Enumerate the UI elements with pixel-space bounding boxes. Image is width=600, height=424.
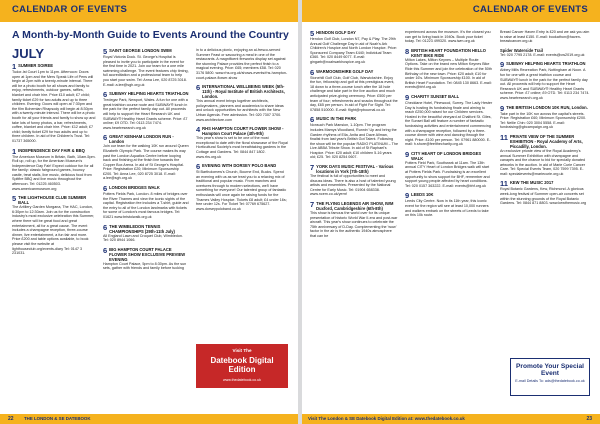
event-heading bbox=[103, 134, 189, 144]
event-description: Milton Lakes, Milton Keynes – Multiple Route Options. Take on the brand new Milton Keynes Bike Ride this Summer and join the celebration of the 50th Birthday of the new town. Price: £20 adult; £10 for under 16's. Minimum Sponsorship £100. In aid of British Heart Foundation. Tel: 0845 130 8663. E-mail: events@bhf.org.uk bbox=[405, 57, 492, 90]
event-entry bbox=[103, 185, 189, 220]
event-title: CITY HEART OF LONDON BRIDGES WALK bbox=[411, 150, 482, 161]
event-entry bbox=[405, 192, 493, 217]
event-heading bbox=[103, 91, 189, 98]
event-entry bbox=[500, 134, 590, 177]
event-entry bbox=[310, 30, 398, 65]
event-entry bbox=[12, 148, 96, 192]
event-date-number: 9 bbox=[405, 191, 410, 201]
event-heading bbox=[12, 195, 96, 205]
event-title: SUMMER SOIREE bbox=[18, 63, 53, 68]
event-entry bbox=[196, 84, 288, 122]
event-title: HENDON GOLF DAY bbox=[316, 30, 356, 35]
events-column-2 bbox=[103, 48, 189, 275]
event-description: Breast Cancer Haven Entry is £20 and we ask you aim to raise at least £150. E-mail: bookathon@haven-breastcancer.org.uk bbox=[500, 30, 590, 44]
digital-edition-promo[interactable] bbox=[196, 344, 288, 388]
event-date-number: 11 bbox=[500, 179, 508, 189]
event-heading bbox=[500, 61, 590, 68]
event-date-number: 5 bbox=[12, 194, 17, 204]
event-description: Tredegar Park, Newport, Wales. A fun for one with a great triathlon course route and SUBWAY® lunch in the park for the perfect family day out. All proceeds will help to support the Heart Research UK and SUBWAY® Healthy Heart Grants scheme. Price: £7 online; £9 OTD. Tel: 0113 234 7474. www.heartresearch.org.uk bbox=[103, 98, 188, 130]
event-heading bbox=[500, 134, 590, 149]
promo-line-2: Datebook Digital Edition bbox=[210, 356, 274, 374]
event-date-number: 6 bbox=[103, 222, 108, 232]
event-title: SAINT GEORGE LONDON SWIM bbox=[109, 48, 172, 53]
promote-title: Promote Your Special Event bbox=[516, 363, 584, 378]
event-title: INTERNATIONAL WELLBEING WEEK (5th-11th) - Royal Institute of British Architects, London. bbox=[202, 84, 285, 100]
event-entry bbox=[310, 164, 398, 197]
events-column-1 bbox=[12, 63, 96, 260]
event-date-number: 9 bbox=[500, 60, 505, 70]
event-description: Hendon Golf Club, London N7, Pay & Play. The 29th Annual Golf Challenge Day in aid of Noah's Ark Children's Hospice and North London Hospice. Price: Sponsored Company Team £440; Individual Team £360. Tel: 020 8449 6077. E-mail: gingarb@noahsarkhospice.org.uk bbox=[310, 37, 397, 64]
event-description: Abbey Mills Recreation Park, Nottingham at Noon. A fun for one with a great triathlon course and SUBWAY® lunch in the park for the perfect family day out. All proceeds will help to support the Heart Research UK and SUBWAY® Healthy Heart Grants scheme. Price: £7 online; £9 OTD. Tel: 0113 234 7474. www.heartresearch.org.uk bbox=[500, 68, 590, 100]
event-date-number: 6 bbox=[103, 245, 108, 255]
event-description: experienced across the museum. It's the closest you can get to living back in 1940s. Book your ticket today. Tel: 01223 499320. www.iwm.org.uk bbox=[405, 30, 491, 44]
event-heading bbox=[405, 151, 493, 161]
event-title: YORK DAYS MUSIC FESTIVAL - Various locations in York (7th-18th) bbox=[316, 164, 394, 175]
footer-site: Visit The London & SE Datebook Digital Edition at: www.thedatebook.co.uk bbox=[308, 416, 465, 421]
event-date-number: 1 bbox=[12, 146, 17, 156]
event-date-number: 8 bbox=[405, 46, 410, 56]
event-title: BIG HAMPTON COURT PALACE FLOWER SHOW EXCLUSIVE PREVIEW EVENING bbox=[109, 246, 186, 262]
event-entry bbox=[103, 224, 189, 243]
event-title: RHS HAMPTON COURT FLOWER SHOW - Hampton Court Palace (4th-9th) bbox=[202, 126, 284, 137]
event-entry bbox=[103, 48, 189, 87]
event-title: EVENING WITH DORSEY POLO BAND bbox=[202, 163, 277, 169]
event-description: The American Museum in Britain, Bath, 10am-5pm. Roll up, roll up, for the American Museum's Independence Day Fair! Expect outdoor fun for all the family: classic fairground games, bouncy castle, treat stalls, live music, delicious food from Spitfire BBQ and live music throughout the afternoon. Tel: 01225 460503. www.americanmuseum.org bbox=[12, 154, 96, 191]
event-description: This year's show is set to be one of the most exceptional to date with the floral showcase of the Royal Horticultural Society's most breathtaking gardens in the Cottage and Gardens. Tel: 0844 847 1802. www.rhs.org.uk bbox=[196, 136, 288, 159]
event-entry bbox=[310, 201, 398, 239]
event-entry bbox=[196, 126, 288, 159]
calendar-label: CALENDAR OF EVENTS bbox=[12, 4, 128, 15]
event-heading bbox=[196, 163, 288, 170]
event-description: Checklane Hotel, Pinewood, Surrey. The Lady Hester Day is hosting its fundraising finale and aiming to reach £250,000 raised for our Children services. Hosted in the beautiful vineyard at Chalfont St. Giles, the Sunset Ball will feature a number of fantastic fundraising activities and entertainment commencing with a champagne reception, followed by a three-course dinner with wine and dancing through the night. Price: £100 per person. Tel: 07961 880000. E-mail: h.shore@feelthecharity.org.uk bbox=[405, 100, 493, 147]
event-description: Hampton Court Palace, 5pm to 8:30pm. As the sun sets, gather with friends and family before tucking bbox=[103, 261, 187, 271]
event-entry bbox=[196, 48, 288, 80]
event-date-number: 9 bbox=[500, 103, 505, 113]
event-title: SUBWAY HELPING HEARTS TRIATHLON bbox=[506, 61, 586, 67]
event-entry bbox=[310, 69, 398, 113]
event-heading bbox=[103, 48, 189, 55]
events-column-4 bbox=[310, 30, 398, 243]
event-title: LONDON BRIDGES WALK bbox=[109, 185, 160, 191]
event-heading bbox=[310, 116, 398, 123]
left-page bbox=[0, 0, 298, 424]
event-title: MUSIC IN THE PARK bbox=[316, 116, 357, 122]
event-description: in to a delicious picnic, enjoying an al-fresco-served Summer Feast or savouring a meal in one of the restaurants. A magnificent fireworks display set against the stunning Palace provides the perfect finish to a magical evening. Price: £65; members £58. Tel: 020 3176 5800. www.rhs.org.uk/shows-events/rhs-hampton-court-palace-flower-show bbox=[196, 48, 288, 80]
events-column-5 bbox=[405, 30, 493, 222]
event-description: All England Lawn and Croquet Club, Wimbledon. Tel: 020 8944 1066. bbox=[103, 233, 183, 243]
promote-email: E-mail Details To: ads@thedatebook.co.uk bbox=[515, 379, 585, 384]
event-description: Royal Victoria Dock. St. George's Hospital is pleased to invite you to participate in the event for the first time in 2021. Join our team for a one mile swimming challenge. The event features chip timing, full accreditation and a professional team to help you start your swim. Tel: Anna Lee, 020 8725 3018. E-mail: a.lee@sgh.org.uk bbox=[103, 55, 189, 87]
event-heading bbox=[310, 69, 398, 76]
event-title: THE WIMBLEDON TENNIS CHAMPIONSHIPS (29th-11th July) bbox=[109, 223, 175, 234]
events-column-6 bbox=[500, 30, 590, 210]
event-date-number: 5 bbox=[310, 29, 315, 38]
event-title: CHARITY SUNSET BALL bbox=[411, 93, 460, 99]
event-description: Nonsuch Park Mansion, 1-10pm. The program includes Mamys Woodland, Runnin' Up and bring the Garden rhythms of Ella, Anita and Dave Allman, finalist from last year's British Got Talent. Following the show will be the popular RADIO PLATINUM – The Live ABBA Tribute Show. In aid of St Raphael's Hospice. Price: £20 adult; £10 children 5-16 years old; £25. Tel: 020 8254 0607. bbox=[310, 123, 398, 160]
event-description: Take part in the 10K run across the capital's streets. Price: Registration £60; Minimum Sponsorship £200. Tel: Nellie Chin: 020 3004 5558. E-mail: fundraising@gbcampaign.org.uk bbox=[500, 111, 587, 130]
promo-line-3: www.thedatebook.co.uk bbox=[223, 378, 261, 382]
event-entry bbox=[500, 30, 590, 44]
event-heading bbox=[500, 105, 590, 112]
event-heading bbox=[12, 63, 96, 70]
event-description: The Artillery Garden Morgana, The HAC, London, 6:30pm to 12:30am. Join us for the construction industry's most exclusive celebration this Summer, where there will be great food and great entertainment, all for a great cause. The event includes a champagne reception, three-course dinner, live entertainment, a fun fair and more. Price £200 and table options available, to book please visit the website at lighthouseclub.org/events-diary Tel: 0147 3 231031. bbox=[12, 205, 95, 256]
events-column-3 bbox=[196, 48, 288, 215]
event-date-number: 6 bbox=[196, 83, 201, 93]
event-date-number: 6 bbox=[310, 115, 315, 125]
event-title: INDEPENDENCE DAY FAIR & BBQ bbox=[18, 147, 85, 153]
event-title: THE BRITISH LONDON 10K RUN, London. bbox=[506, 104, 588, 110]
page-number: 22 bbox=[8, 416, 14, 422]
event-description: This show is famous the world over for its unique presentation of historic World War II-era and post-war aircraft. This year's show continues to celebrate the 75th anniversary of D-Day. Complementing the 'wow' factor in the air is the authentic 1940s atmosphere that can be bbox=[310, 211, 398, 238]
event-entry bbox=[405, 48, 493, 90]
event-title: THE LIGHTHOUSE CLUB SUMMER BALL bbox=[18, 195, 87, 206]
event-heading bbox=[405, 192, 493, 199]
event-heading bbox=[196, 126, 288, 136]
event-date-number: 6 bbox=[103, 133, 108, 143]
event-heading bbox=[405, 94, 493, 101]
event-description: Tudor-Ist Court 1pm to 11pm. Afternoon: Doors open at 1pm and the Mers Speak Life of Pens will begin at 2pm with a twenty-minute interval. There will be a photo booth for all shows and family to enjoy, refreshments, outdoor games, raffles, blanket and chair hire. Price £10 adult; £7 child; family ticket £29 for two adults and up to three children. Evening: Doors will open at 7:30pm and the film Bohemian Rhapsody will begin at 8:30pm with a twenty-minute interval. There will be a photo booth for all your friends and family to show up and take lots of funny photos, a bar, refreshments, coffee, blanket and chair hire. Price: £12 adult; £7 child; family ticket £29 for two adults and up to three children. In aid of the Children's Trust. Tel: 01737 365000. bbox=[12, 70, 96, 143]
event-date-number: 7 bbox=[310, 200, 315, 210]
event-date-number: 6 bbox=[310, 67, 315, 77]
event-date-number: 11 bbox=[500, 132, 508, 142]
event-entry bbox=[103, 247, 189, 271]
footer-bar bbox=[302, 414, 600, 424]
page-headline: A Month-by-Month Guide to Events Around the Country bbox=[12, 29, 289, 41]
right-page bbox=[302, 0, 600, 424]
event-title: PRIVATE VIEW OF THE SUMMER EXHIBITION - Royal Academy of Arts, Piccadilly, London. bbox=[509, 133, 583, 149]
event-entry bbox=[12, 63, 96, 144]
event-entry bbox=[196, 163, 288, 211]
event-date-number: 6 bbox=[103, 184, 108, 194]
page-number: 23 bbox=[586, 416, 592, 422]
event-heading bbox=[103, 247, 189, 262]
event-entry bbox=[500, 48, 590, 58]
event-description: St Bartholomew's Church, Bourne End, Bucks. Spend an evening with us as we treat you to a relaxing mix of traditional and popular music. From marches and overtures through to modern selections, we'll have something for everyone! Our talented group of fantastic enthusiasts will once again be raising funds for the Thames Valley Hospice. Tickets £8 adult; £4 under 16s; free under 12s. For Ticket Tel: 07769 675627. www.dorseypoloband.co.uk bbox=[196, 170, 287, 211]
event-title: SUBWAY HELPING HEARTS TRIATHLON bbox=[109, 91, 189, 97]
event-date-number: 1 bbox=[12, 62, 17, 71]
event-title: THE FLYING LEGENDS AIR SHOW, IWM Duxford, Cambridgeshire (6th-8th) bbox=[316, 201, 394, 212]
event-entry bbox=[103, 134, 189, 181]
event-date-number: 9 bbox=[405, 149, 410, 159]
event-description: Potters Fields Park, London. 8 miles of bridges over the River Thames and view the iconic sights of the capital. Registration fee includes a T-shirt, guide and the entry to all of the London landmarks with tickets for some of London's most famous bridges. Tel: 01621 www.bristolwalk.org.uk bbox=[103, 192, 189, 220]
event-title: KEW THE MUSIC 2017 bbox=[509, 180, 554, 186]
event-heading bbox=[310, 30, 398, 37]
event-entry bbox=[103, 91, 189, 130]
event-description: Join our team for the walking 10K run around Queen Elizabeth Olympic Park. The course makes its way past the London Aquatics Centre before looping back and finishing at the finish line towards the Copper Box Arena. In aid of St George's Hospital. Price: Registration £20; Minimum Sponsorship £200. Tel: Anna Lee, 020 8725 3018. E-mail: a.lee@sgh.org.uk bbox=[103, 144, 189, 181]
event-description: Royal Botanic Gardens, Kew, Richmond. A glorious week-long festival of Summer open-air concerts set within the stunning grounds of the Royal Botanic Gardens. Tel: 0844 871 8803. www.kewthemusic.org bbox=[500, 187, 587, 206]
event-heading bbox=[310, 164, 398, 174]
event-heading bbox=[310, 201, 398, 211]
event-description: This annual event brings together architects, policymakers, planners and academics to share ideas and unlock opportunities for architects with the New Urban Agenda. Free admission. Tel: 020 7307 3700. www.architecture.com bbox=[196, 99, 284, 122]
event-title: Spider Waterside Trail bbox=[500, 47, 543, 53]
event-heading bbox=[500, 180, 590, 187]
footer-site: THE LONDON & SE DATEBOOK bbox=[24, 416, 91, 421]
event-title: WARMOOMSHIRE GOLF DAY bbox=[316, 68, 374, 74]
event-entry bbox=[500, 180, 590, 205]
event-title: BRITISH HEART FOUNDATION HELLO KENT BIKE RIDE bbox=[411, 47, 486, 58]
event-entry bbox=[405, 151, 493, 189]
promo-line-1: Visit The bbox=[232, 348, 252, 353]
event-entry bbox=[500, 105, 590, 130]
event-entry bbox=[310, 116, 398, 160]
event-heading bbox=[196, 84, 288, 99]
event-heading bbox=[12, 148, 96, 155]
event-entry bbox=[12, 195, 96, 256]
event-description: Potters Field Park, Southwark at 11am. The 13th annual CITY Heart of London Bridges walk will start at Potters Fields Park. Fundraising is an excellent opportunity to show support for BHF, remember and support young people affected by heart conditions. Tel: 020 0157 363222. E-mail: events@bhf.org.uk bbox=[405, 160, 490, 188]
promote-event-box[interactable] bbox=[510, 358, 590, 396]
event-description: Stonehill Golf Club, Golf Club, Warwickshire. Enjoy the fun, fellowship and golf at this prestigious event, 18 down to a three-course lunch after the 18 hole challenge and take part in the live auction and much anticipated prize-giving ceremony. Price: £500 per team of four; refreshments and snacks throughout the day, £65 per person. In aid of Fight For Sight. Tel: 07858 510000. E-mail: flight@rpbournal.co.uk bbox=[310, 75, 398, 112]
event-date-number: 6 bbox=[103, 90, 108, 100]
event-title: LEEDS 10K bbox=[411, 192, 434, 198]
event-date-number: 5 bbox=[103, 47, 108, 56]
month-label: JULY bbox=[12, 46, 45, 61]
event-entry bbox=[500, 61, 590, 100]
event-date-number: 7 bbox=[310, 163, 315, 173]
event-date-number: 6 bbox=[196, 162, 201, 172]
event-heading bbox=[405, 48, 493, 58]
event-title: GREAT KENHAM LONDON RUN - London bbox=[109, 134, 174, 145]
event-date-number: 4 bbox=[196, 125, 201, 135]
event-entry bbox=[405, 30, 493, 44]
event-entry bbox=[405, 94, 493, 147]
footer-bar bbox=[0, 414, 298, 424]
event-description: Leeds City Centre. Now in its 11th year, this iconic event for the region will see at least 10,000 runners and walkers embark on the streets of Leeds to take on this 10k route. bbox=[405, 199, 489, 218]
event-description: Tel: 020 7795 2178. E-mail: events@cw2019.org.uk bbox=[500, 52, 585, 57]
event-heading bbox=[103, 224, 189, 234]
event-heading bbox=[103, 185, 189, 192]
event-date-number: 9 bbox=[405, 92, 410, 102]
event-description: The festival is full of opportunities to meet and discuss ideas. There is also a host of talented young artists and ensembles. Presented by the National Centre for Early Music. Tel: 01904 658338. www.ncem.co.uk/yemf bbox=[310, 174, 396, 197]
calendar-label: CALENDAR OF EVENTS bbox=[472, 4, 588, 15]
event-description: An exclusive private view of the Royal Academy's annual Summer Exhibition with champagne and canapés and the chance to bid for specially donated artworks in the auction. In aid of Marie Curie Cancer Care. Tel: Special Events Team, 020 7599 7395. E-mail: specialevents@mariecurie.org.uk bbox=[500, 148, 586, 176]
